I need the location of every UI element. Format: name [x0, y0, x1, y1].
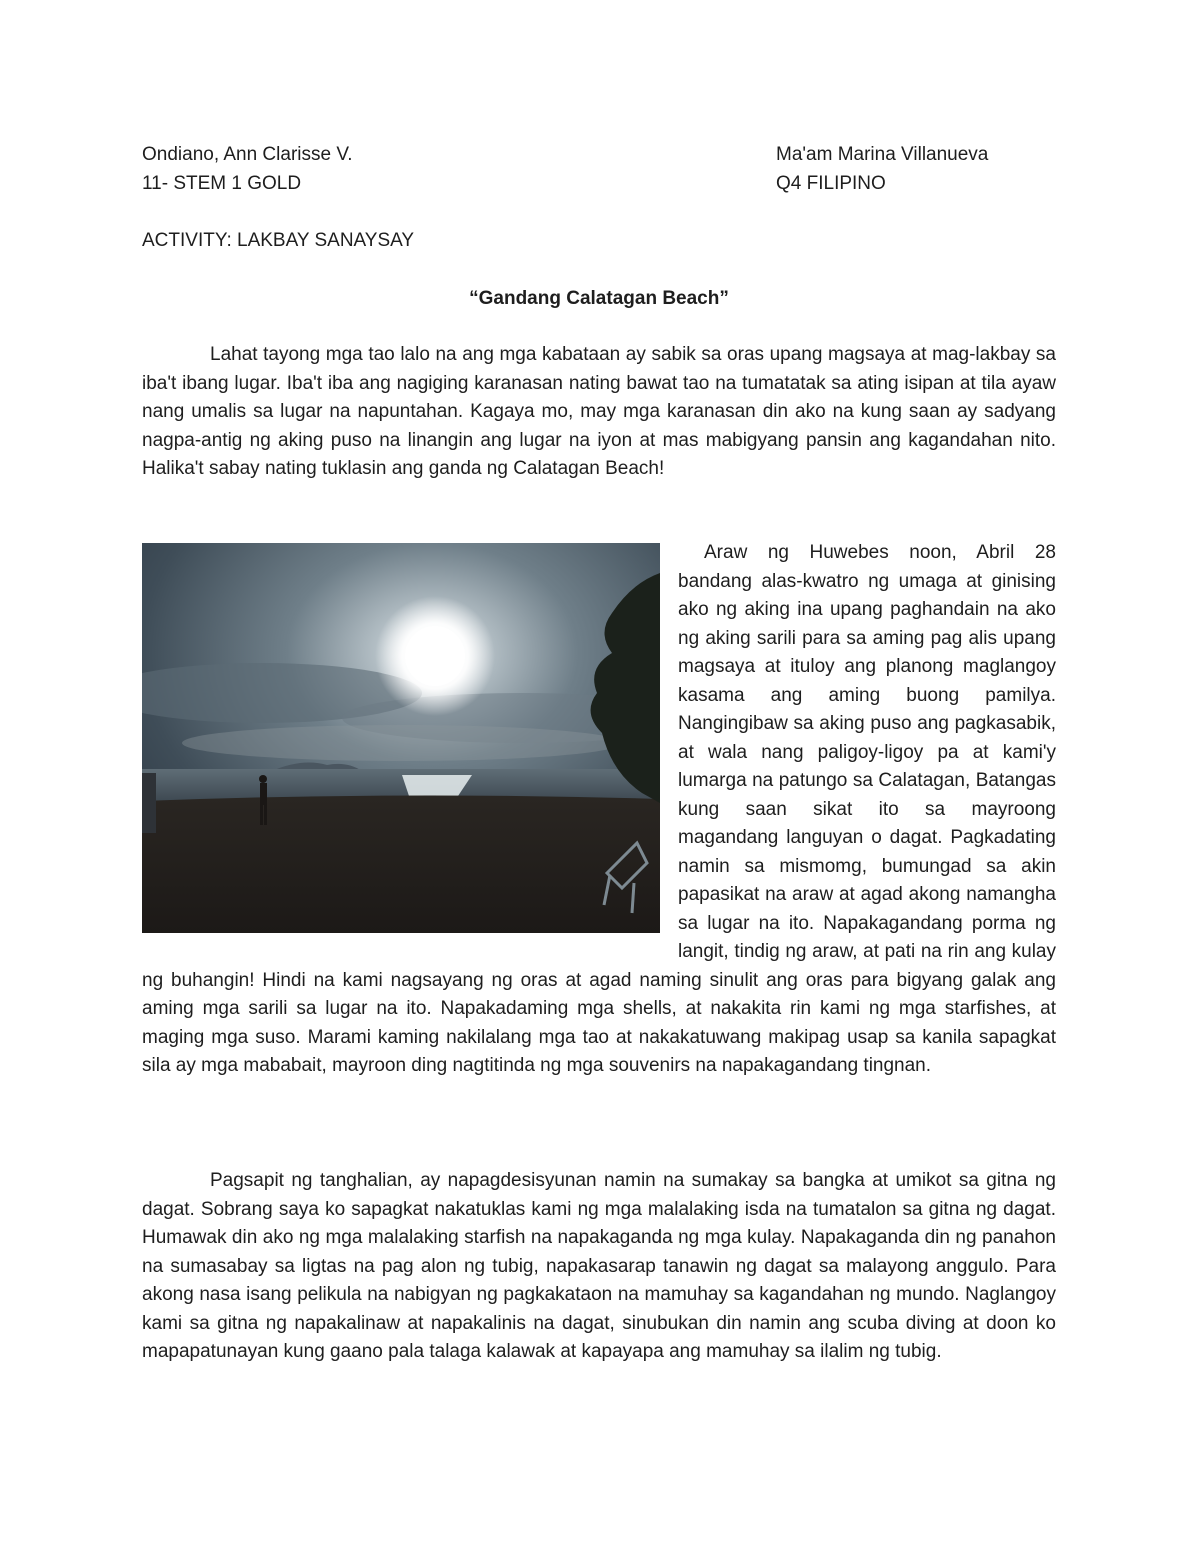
subject-name: Q4 FILIPINO	[776, 173, 886, 194]
essay-title: “Gandang Calatagan Beach”	[469, 288, 729, 309]
student-info	[142, 140, 353, 198]
beach-sunrise-photo	[142, 543, 660, 933]
activity-label: ACTIVITY: LAKBAY SANAYSAY	[142, 230, 415, 251]
paragraph-narrative: Araw ng Huwebes noon, Abril 28 bandang alas-kwatro ng umaga at ginising ako ng aking ina upang paghandain na ako ng aking sarili para sa aming pag alis upang magsaya at ituloy ang planong maglangoy kasama ang aming buong pamilya. Nangingibaw sa aking puso ang pagkasabik, at wala nang paligoy-ligoy pa at kami'y lumarga na patungo sa Calatagan, Batangas kung saan sikat ito sa mayroong magandang languyan o dagat. Pagkadating namin sa mismomg, bumungad sa akin papasikat na araw at agad akong namangha sa lugar na ito. Napakagandang porma ng langit, tindig ng araw, at pati na rin ang kulay ng buhangin! Hindi na kami nagsayang ng oras at agad naming sinulit ang oras para bigyang galak ang aming mga sarili sa lugar na ito. Napakadaming mga shells, at nakakita rin kami ng mga starfishes, at maging mga suso. Marami kaming nakilalang mga tao at nakakatuwang makipag usap sa kanila sapagkat sila ay mga mababait, mayroon ding nagtitinda ng mga souvenirs na napakagandang tingnan.	[142, 542, 1056, 1076]
teacher-name: Ma'am Marina Villanueva	[776, 144, 989, 165]
student-section: 11- STEM 1 GOLD	[142, 173, 302, 194]
paragraph-boat-trip: Pagsapit ng tanghalian, ay napagdesisyunan namin na sumakay sa bangka at umikot sa gitna ng dagat. Sobrang saya ko sapagkat nakatuklas kami ng mga malalaking isda na tumatalon sa gitna ng dagat. Humawak din ako ng mga malalaking starfish na napakaganda ng mga kulay. Napakaganda din ng panahon na sumasabay sa ligtas na pag alon ng tubig, napakasarap tanawin ng dagat sa malayong anggulo. Para akong nasa isang pelikula na nabigyan ng pagkakataon na mamuhay sa kagandahan ng mundo. Naglangoy kami sa gitna ng napakalinaw at napakalinis na dagat, sinubukan din namin ang scuba diving at doon ko mapapatunayan kung gaano pala talaga kalawak at kapayapa ang mamuhay sa ilalim ng tubig.	[142, 1170, 1056, 1362]
student-name: Ondiano, Ann Clarisse V.	[142, 144, 353, 165]
class-info	[776, 140, 988, 198]
photo-paragraph-block	[142, 539, 1056, 1081]
paragraph-intro: Lahat tayong mga tao lalo na ang mga kabataan ay sabik sa oras upang magsaya at mag-lakbay sa iba't ibang lugar. Iba't iba ang nagiging karanasan nating bawat tao na tumatatak sa ating isipan at tila ayaw nang umalis sa lugar na napuntahan. Kagaya mo, may mga karanasan din ako na kung saan ay sadyang nagpa-antig ng aking puso na linangin ang lugar na iyon at mas mabigyang pansin ang kagandahan nito. Halika't sabay nating tuklasin ang ganda ng Calatagan Beach!	[142, 344, 1056, 479]
